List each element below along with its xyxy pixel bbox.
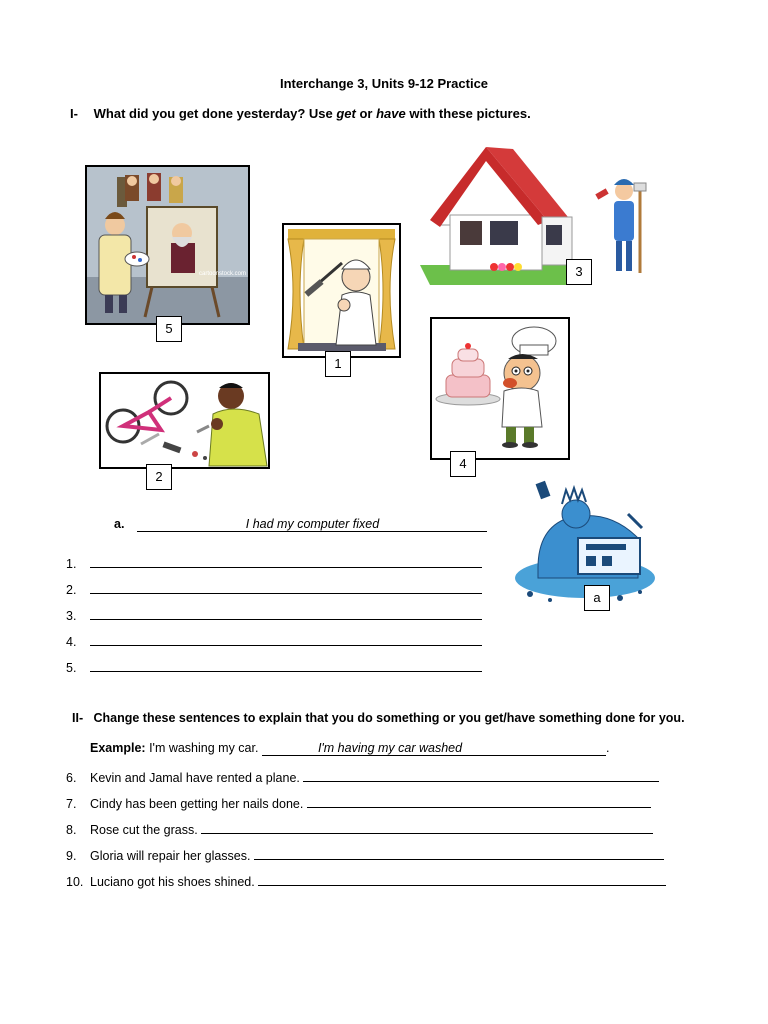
answer-blank-5[interactable] — [90, 659, 482, 672]
answer-blank-3[interactable] — [90, 607, 482, 620]
answer-number-4: 4. — [66, 635, 77, 649]
example-transformed: I'm having my car washed — [262, 741, 606, 756]
bike-repair-illustration — [101, 374, 268, 467]
example-answer: I had my computer fixed — [137, 517, 487, 532]
worksheet-title: Interchange 3, Units 9-12 Practice — [279, 76, 489, 91]
picture-5-label: 5 — [156, 316, 182, 342]
question-6 — [66, 769, 659, 785]
section-1-word-have: have — [376, 106, 406, 121]
question-10 — [66, 873, 666, 889]
question-number-10: 10. — [66, 875, 84, 889]
picture-1-label: 1 — [325, 351, 351, 377]
chef-illustration — [432, 319, 568, 458]
answer-blank-1[interactable] — [90, 555, 482, 568]
picture-chef — [430, 317, 570, 460]
answer-number-3: 3. — [66, 609, 77, 623]
answer-blank-4[interactable] — [90, 633, 482, 646]
answer-blank-2[interactable] — [90, 581, 482, 594]
section-1-text-after: with these pictures. — [405, 106, 531, 121]
question-blank-9[interactable] — [254, 847, 664, 860]
answer-number-2: 2. — [66, 583, 77, 597]
example-sentence: I'm washing my car. — [149, 741, 259, 755]
answer-line-2[interactable] — [66, 581, 486, 597]
picture-house-painter — [418, 125, 658, 295]
question-text-8: Rose cut the grass. — [90, 823, 198, 837]
question-blank-7[interactable] — [307, 795, 651, 808]
picture-window-cleaner — [282, 223, 401, 358]
answer-line-5[interactable] — [66, 659, 486, 675]
question-number-7: 7. — [66, 797, 77, 811]
picture-bike-repair — [99, 372, 270, 469]
section-2-number: II- — [72, 711, 84, 725]
answer-line-1[interactable] — [66, 555, 486, 571]
question-number-6: 6. — [66, 771, 77, 785]
answer-number-1: 1. — [66, 557, 77, 571]
question-9 — [66, 847, 664, 863]
section-1-text-or: or — [355, 106, 377, 121]
picture-4-label: 4 — [450, 451, 476, 477]
question-7 — [66, 795, 651, 811]
question-text-7: Cindy has been getting her nails done. — [90, 797, 304, 811]
question-number-8: 8. — [66, 823, 77, 837]
question-blank-6[interactable] — [303, 769, 659, 782]
question-number-9: 9. — [66, 849, 77, 863]
example-letter: a. — [114, 517, 125, 531]
question-blank-10[interactable] — [258, 873, 666, 886]
question-text-9: Gloria will repair her glasses. — [90, 849, 251, 863]
window-cleaner-illustration — [284, 225, 399, 356]
question-8 — [66, 821, 653, 837]
section-2-heading — [72, 711, 685, 725]
picture-2-label: 2 — [146, 464, 172, 490]
section-1-word-get: get — [336, 106, 356, 121]
answer-number-5: 5. — [66, 661, 77, 675]
watermark: cartoonstock.com — [199, 271, 247, 277]
answer-line-4[interactable] — [66, 633, 486, 649]
example-label: Example: — [90, 741, 146, 755]
example-answer-row — [114, 517, 494, 532]
section-1-number: I- — [70, 106, 78, 121]
answer-line-3[interactable] — [66, 607, 486, 623]
question-text-10: Luciano got his shoes shined. — [90, 875, 255, 889]
picture-3-label: 3 — [566, 259, 592, 285]
section-2-example: Example: I'm washing my car. I'm having my car washed . — [90, 741, 610, 755]
picture-painter — [85, 165, 250, 325]
picture-a-label: a — [584, 585, 610, 611]
section-1-heading — [70, 106, 531, 121]
house-illustration — [418, 125, 658, 295]
question-blank-8[interactable] — [201, 821, 653, 834]
section-1-text-before: What did you get done yesterday? Use — [93, 106, 337, 121]
painter-illustration — [87, 167, 248, 323]
section-2-text: Change these sentences to explain that you do something or you get/have something done for you. — [93, 711, 685, 725]
question-text-6: Kevin and Jamal have rented a plane. — [90, 771, 300, 785]
